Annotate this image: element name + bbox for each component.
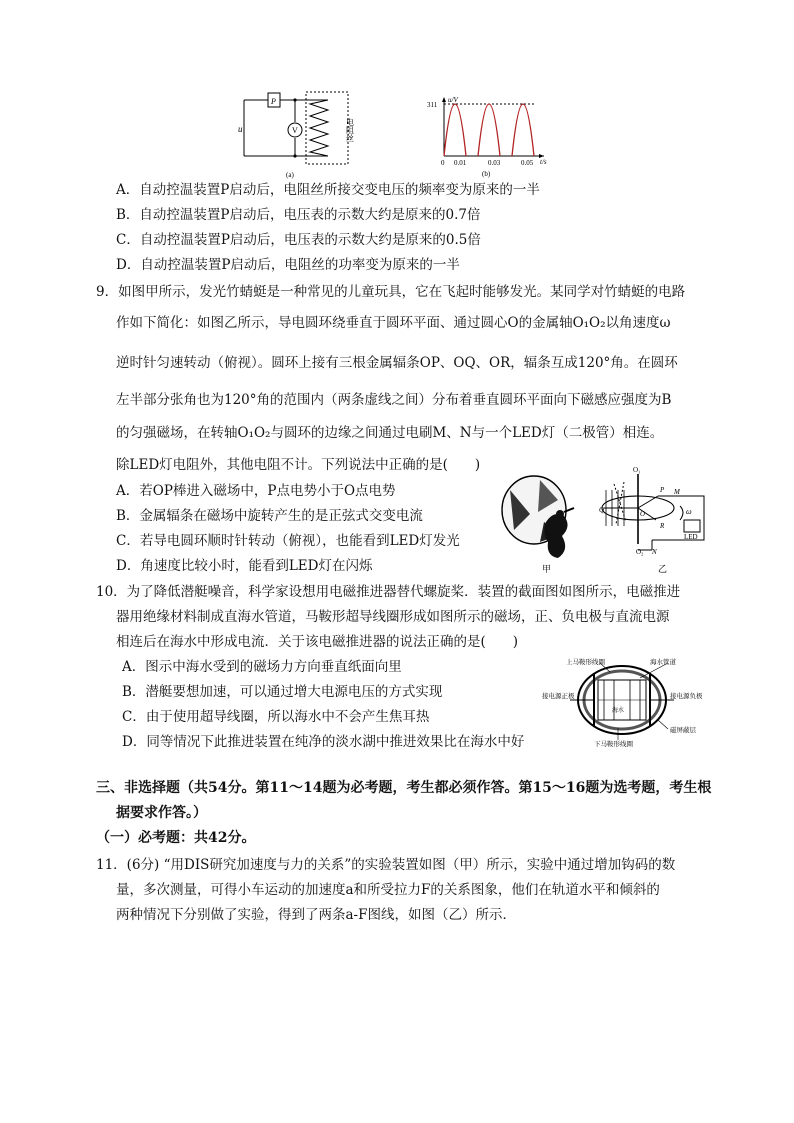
label-v: V — [292, 126, 298, 135]
caption-b: (b) — [482, 170, 491, 178]
q10-option-a: A．图示中海水受到的磁场力方向垂直纸面向里 — [122, 659, 402, 675]
figure-8b-graph — [424, 94, 554, 178]
section3-subheading: （一）必考题：共42分。 — [96, 830, 256, 846]
q9-option-d: D．角速度比较小时，能看到LED灯在闪烁 — [116, 558, 373, 574]
label-water: 海水 — [612, 708, 625, 714]
q9-stem-1: 9．如图甲所示，发光竹蜻蜓是一种常见的儿童玩具，它在飞起时能够发光。某同学对竹蜻蜓的电路 — [96, 284, 686, 300]
sine-curve — [444, 104, 534, 156]
tick-0: 0 — [441, 159, 445, 167]
q9-stem-5: 的匀强磁场，在转轴O₁O₂与圆环的边缘之间通过电刷M、N与一个LED灯（二极管）相连。 — [116, 425, 664, 441]
label-positive: 接电源正极 — [542, 693, 575, 700]
x-axis-label: t/s — [540, 158, 547, 166]
label-o: O — [640, 510, 646, 518]
q11-stem-1: 11．(6分) “用DIS研究加速度与力的关系”的实验装置如图（甲）所示，实验中通过增加钩码的数 — [96, 857, 676, 873]
label-resistor: 电阻丝 — [345, 118, 355, 142]
q11-stem-2: 量，多次测量，可得小车运动的加速度a和所受拉力F的关系图象，他们在轨道水平和倾斜的 — [116, 882, 660, 898]
q9-option-b: B．金属辐条在磁场中旋转产生的是正弦式交变电流 — [116, 508, 423, 524]
y-max-tick: 311 — [427, 101, 438, 109]
figure-9-yi-ring — [600, 462, 710, 576]
label-led: LED — [684, 533, 698, 541]
q8-option-c: C．自动控温装置P启动后，电压表的示数大约是原来的0.5倍 — [116, 232, 481, 248]
label-upper-coil: 上马鞍形线圈 — [566, 659, 605, 666]
q8-option-a: A．自动控温装置P启动后，电阻丝所接交变电压的频率变为原来的一半 — [116, 182, 540, 198]
q8-option-b: B．自动控温装置P启动后，电压表的示数大约是原来的0.7倍 — [116, 207, 481, 223]
tick-2: 0.03 — [488, 159, 501, 167]
figure-8a-circuit — [238, 88, 363, 180]
figure-10-thruster — [540, 654, 715, 748]
label-omega: ω — [686, 507, 692, 516]
q9-stem-3: 逆时针匀速转动（俯视）。圆环上接有三根金属辐条OP、OQ、OR，辐条互成120°角。在圆环 — [116, 355, 678, 371]
q9-stem-4: 左半部分张角也为120°角的范围内（两条虚线之间）分布着垂直圆环平面向下磁感应强度为B — [116, 392, 672, 408]
q10-stem-1: 10．为了降低潜艇噪音，科学家设想用电磁推进器替代螺旋桨．装置的截面图如图所示，电磁推进 — [96, 584, 681, 600]
caption-a: (a) — [286, 171, 294, 179]
label-negative: 接电源负极 — [670, 693, 703, 700]
label-lower-coil: 下马鞍形线圈 — [594, 741, 633, 748]
q10-option-b: B．潜艇要想加速，可以通过增大电源电压的方式实现 — [122, 684, 443, 700]
label-r: R — [660, 522, 665, 530]
figure-9-jia-toy — [500, 470, 590, 576]
q9-option-a: A．若OP棒进入磁场中，P点电势小于O点电势 — [116, 483, 396, 499]
label-n: N — [652, 548, 657, 556]
q10-stem-2: 器用绝缘材料制成直海水管道，马鞍形超导线圈形成如图所示的磁场，正、负电极与直流电源 — [116, 609, 670, 625]
label-o2: O₂ — [636, 548, 644, 556]
label-p2: P — [660, 486, 665, 494]
label-q: Q — [599, 506, 605, 514]
q10-stem-3: 相连后在海水中形成电流．关于该电磁推进器的说法正确的是( ) — [116, 634, 519, 650]
q9-stem-2: 作如下简化：如图乙所示，导电圆环绕垂直于圆环平面、通过圆心O的金属轴O₁O₂以角速度ω — [116, 315, 671, 331]
q10-option-c: C．由于使用超导线圈，所以海水中不会产生焦耳热 — [122, 709, 430, 725]
q9-option-c: C．若导电圆环顺时针转动（俯视），也能看到LED灯发光 — [116, 533, 460, 549]
label-o1: O₁ — [633, 466, 641, 474]
y-axis-label: u/V — [448, 96, 458, 104]
label-p: P — [271, 97, 276, 106]
q9-stem-6: 除LED灯电阻外，其他电阻不计。下列说法中正确的是( ) — [116, 457, 481, 473]
label-jia: 甲 — [542, 564, 552, 574]
label-shield: 磁屏蔽层 — [670, 727, 696, 734]
section3-heading-2: 据要求作答。） — [116, 805, 207, 821]
q8-option-d: D．自动控温装置P启动后，电阻丝的功率变为原来的一半 — [116, 257, 460, 273]
tick-1: 0.01 — [454, 159, 467, 167]
section3-heading-1: 三、非选择题（共54分。第11～14题为必考题，考生都必须作答。第15～16题为选考题，考生根 — [96, 780, 712, 796]
label-yi: 乙 — [658, 564, 668, 574]
label-u: u — [238, 124, 243, 134]
label-m: M — [674, 488, 680, 496]
q11-stem-3: 两种情况下分别做了实验，得到了两条a-F图线，如图（乙）所示． — [116, 907, 516, 923]
label-pipe: 海水管道 — [650, 659, 676, 666]
tick-3: 0.05 — [521, 159, 534, 167]
q10-option-d: D．同等情况下此推进装置在纯净的淡水湖中推进效果比在海水中好 — [122, 734, 525, 750]
